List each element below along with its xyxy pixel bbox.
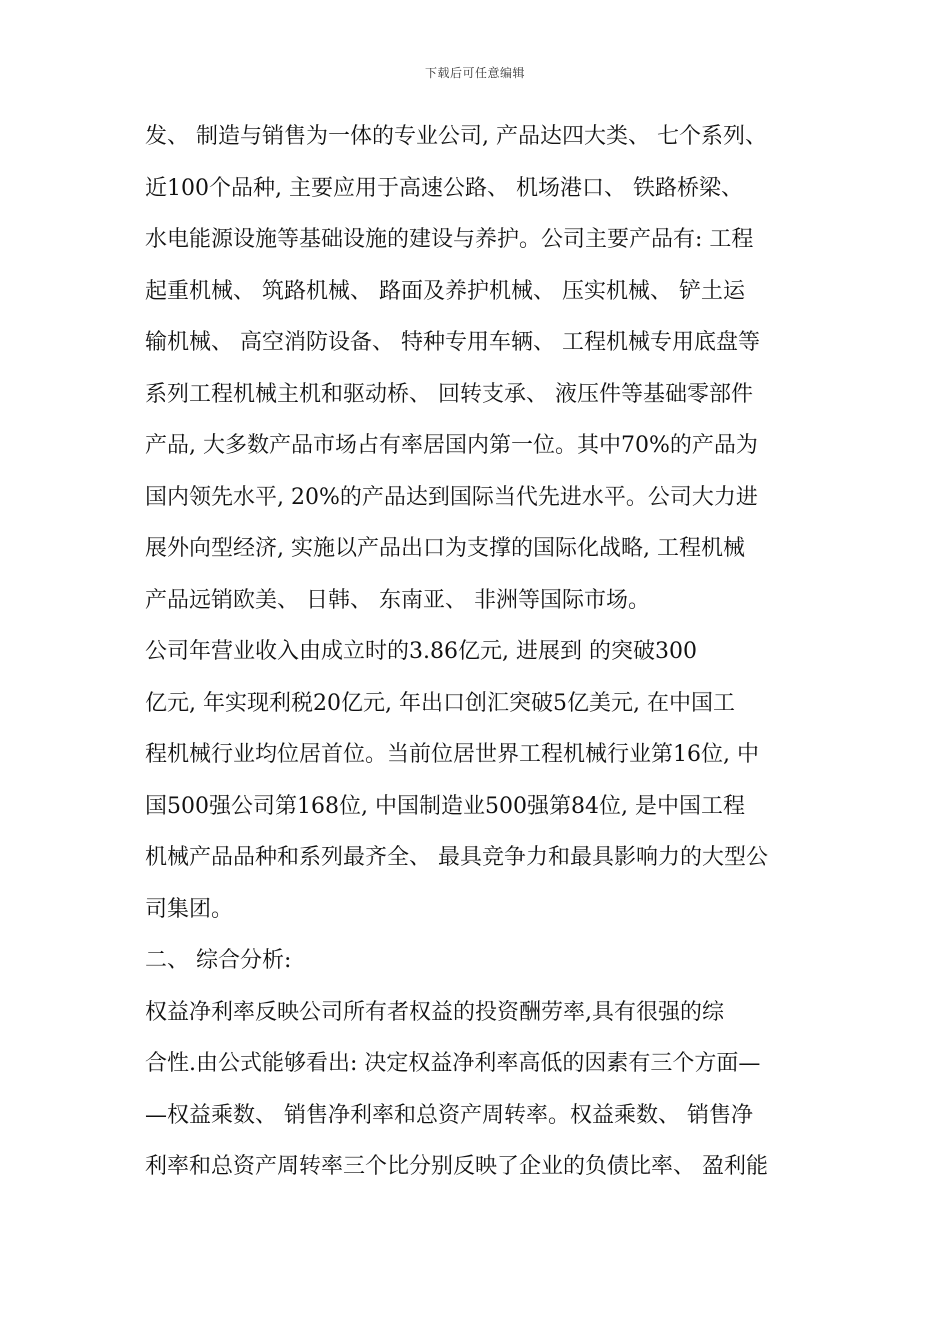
text-line: 公司年营业收入由成立时的3.86亿元, 进展到 的突破300 <box>145 639 697 664</box>
text-line: 产品远销欧美、 日韩、 东南亚、 非洲等国际市场。 <box>145 588 650 613</box>
text-line: 水电能源设施等基础设施的建设与养护。公司主要产品有: 工程 <box>145 227 754 252</box>
text-line: 输机械、 高空消防设备、 特种专用车辆、 工程机械专用底盘等 <box>145 330 760 355</box>
text-line: —权益乘数、 销售净利率和总资产周转率。权益乘数、 销售净 <box>145 1103 753 1128</box>
text-line: 利率和总资产周转率三个比分别反映了企业的负债比率、 盈利能 <box>145 1154 768 1179</box>
page-header: 下载后可任意编辑 <box>424 66 525 80</box>
text-line: 机械产品品种和系列最齐全、 最具竞争力和最具影响力的大型公 <box>145 845 768 870</box>
text-line: 国500强公司第168位, 中国制造业500强第84位, 是中国工程 <box>145 794 745 819</box>
text-line: 合性.由公式能够看出: 决定权益净利率高低的因素有三个方面— <box>145 1051 761 1076</box>
text-line: 国内领先水平, 20%的产品达到国际当代先进水平。公司大力进 <box>145 485 758 510</box>
text-line: 近100个品种, 主要应用于高速公路、 机场港口、 铁路桥梁、 <box>145 176 743 201</box>
text-line: 系列工程机械主机和驱动桥、 回转支承、 液压件等基础零部件 <box>145 382 753 407</box>
text-line: 展外向型经济, 实施以产品出口为支撑的国际化战略, 工程机械 <box>145 536 745 561</box>
text-line: 司集团。 <box>145 897 234 922</box>
text-line: 程机械行业均位居首位。当前位居世界工程机械行业第16位, 中 <box>145 742 759 767</box>
text-line: 发、 制造与销售为一体的专业公司, 产品达四大类、 七个系列、 <box>145 124 767 149</box>
text-line: 产品, 大多数产品市场占有率居国内第一位。其中70%的产品为 <box>145 433 758 458</box>
text-line: 权益净利率反映公司所有者权益的投资酬劳率,具有很强的综 <box>145 1000 724 1025</box>
text-line: 起重机械、 筑路机械、 路面及养护机械、 压实机械、 铲土运 <box>145 279 745 304</box>
text-line: 亿元, 年实现利税20亿元, 年出口创汇突破5亿美元, 在中国工 <box>145 691 735 716</box>
section-heading: 二、 综合分析: <box>145 948 292 973</box>
